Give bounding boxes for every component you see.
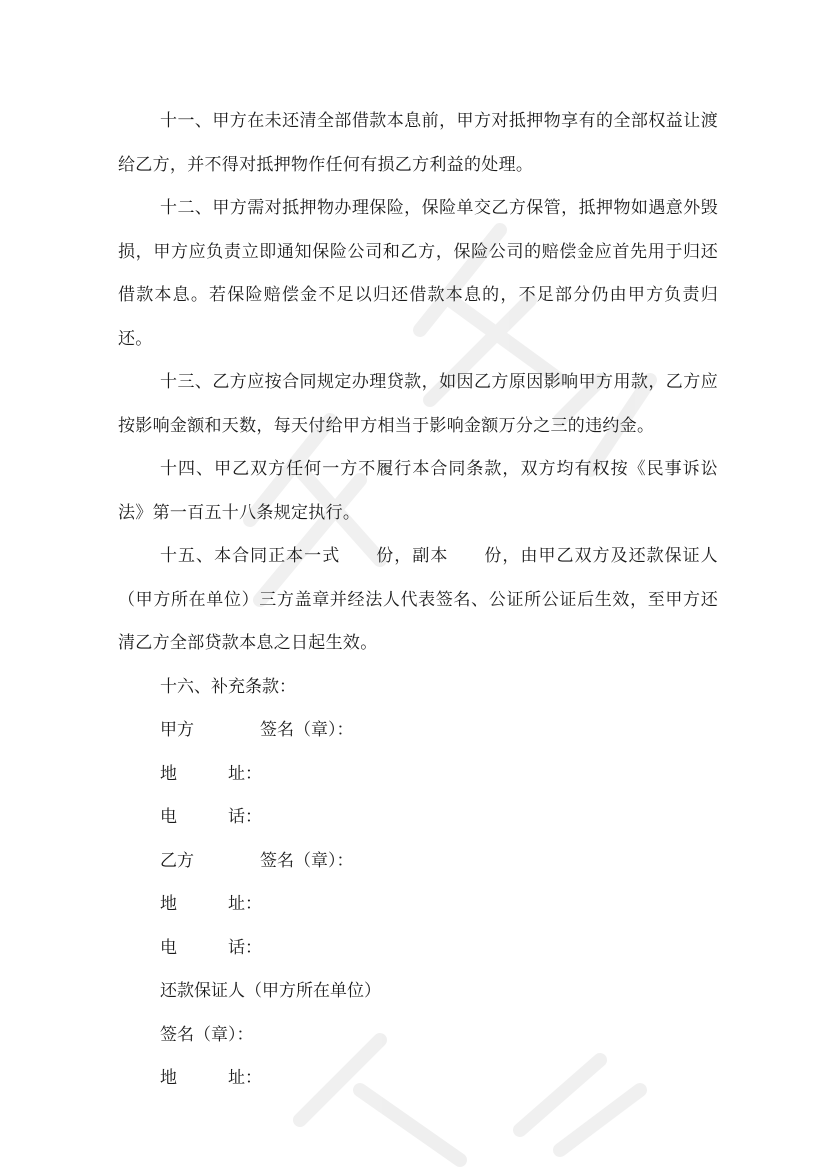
party-b-label: 乙方	[160, 850, 194, 871]
party-a-address-char2: 址：	[228, 763, 262, 784]
supplement-title: 十六、补充条款：	[160, 676, 296, 697]
party-a-phone-char2: 话：	[228, 807, 262, 827]
clause-11: 十一、甲方在未还清全部借款本息前，甲方对抵押物享有的全部权益让渡给乙方，并不得对抵押物作任何有损乙方利益的处理。	[118, 111, 718, 175]
party-b-phone-row	[118, 927, 718, 971]
party-a-label: 甲方	[160, 720, 194, 740]
party-b-sign-row	[118, 840, 718, 884]
party-a-address-row	[118, 753, 718, 797]
guarantor-sign-label: 签名（章）：	[160, 1024, 254, 1045]
party-a-address-char1: 地	[160, 763, 177, 784]
guarantor-address-char1: 地	[160, 1068, 177, 1088]
guarantor-address-char2: 址：	[228, 1068, 262, 1088]
party-a-phone-row	[118, 796, 718, 840]
clause-12: 十二、甲方需对抵押物办理保险，保险单交乙方保管，抵押物如遇意外毁损，甲方应负责立即通知保险公司和乙方，保险公司的赔偿金应首先用于归还借款本息。若保险赔偿金不足以归还借款本息的，不足部分仍由甲方负责归还。	[118, 198, 718, 349]
party-b-address-char1: 地	[160, 894, 177, 914]
guarantor-label: 还款保证人（甲方所在单位）	[160, 981, 381, 1001]
clause-15: 十五、本合同正本一式 份，副本 份，由甲乙双方及还款保证人（甲方所在单位）三方盖章并经法人代表签名、公证所公证后生效，至甲方还清乙方全部贷款本息之日起生效。	[118, 546, 718, 653]
party-b-phone-char2: 话：	[228, 937, 262, 958]
party-b-address-char2: 址：	[228, 894, 262, 914]
party-a-phone-char1: 电	[160, 807, 177, 827]
party-a-sign-label: 签名（章）：	[260, 720, 354, 740]
party-b-phone-char1: 电	[160, 937, 177, 958]
guarantor-address-row	[118, 1057, 718, 1101]
contract-body	[118, 100, 718, 1101]
clause-14: 十四、甲乙双方任何一方不履行本合同条款，双方均有权按《民事诉讼法》第一百五十八条规定执行。	[118, 459, 718, 523]
party-b-address-row	[118, 883, 718, 927]
clause-13: 十三、乙方应按合同规定办理贷款，如因乙方原因影响甲方用款，乙方应按影响金额和天数，每天付给甲方相当于影响金额万分之三的违约金。	[118, 372, 718, 436]
party-a-sign-row	[118, 709, 718, 753]
party-b-sign-label: 签名（章）：	[260, 850, 354, 871]
